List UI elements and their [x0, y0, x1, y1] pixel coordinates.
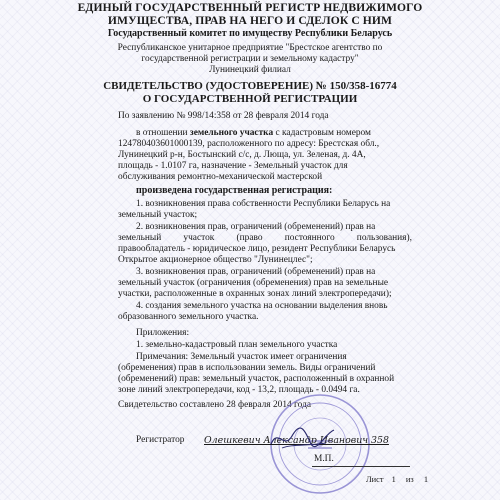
committee-name: Государственный комитет по имуществу Республики Беларусь [107, 28, 393, 39]
object-cadastral-label: с кадастровым номером [275, 128, 371, 138]
registration-item1-line2: земельный участок; [118, 210, 198, 220]
certificate-title-line2: О ГОСУДАРСТВЕННОЙ РЕГИСТРАЦИИ [142, 93, 358, 105]
registration-item2-line2 [118, 233, 412, 244]
sheet-counter [366, 474, 428, 485]
organization-line2: государственной регистрации и земельному кадастру" [141, 54, 359, 64]
registration-item4-line1: 4. создания земельного участка на основании выделения вновь [136, 301, 388, 311]
appendix-heading: Приложения: [136, 328, 190, 338]
object-line4: площадь - 1.0107 га, назначение - Земельный участок для [118, 161, 348, 171]
compiled-date: Свидетельство составлено 28 февраля 2014 года [118, 400, 311, 410]
note-line4: зоне линий электропередачи, код - 13,2, площадь - 0.0494 га. [118, 385, 360, 395]
registrar-name: Олешкевич Александр Иванович 358 [204, 435, 389, 446]
organization-line1: Республиканское унитарное предприятие "Брестское агентство по [117, 43, 383, 53]
object-line3: Лунинецкий р-н, Бостынский с/с, д. Люща, ул. Зеленая, д. 4А, [118, 150, 366, 160]
sheet-label: Лист [366, 475, 384, 484]
note-line2: (обременения) прав в использовании земель. Виды ограничений [118, 363, 376, 373]
word: (право [236, 233, 263, 243]
appendix-item1: 1. земельно-кадастровый план земельного участка [136, 340, 338, 350]
object-line1 [136, 128, 371, 139]
registrar-label: Регистратор [136, 435, 185, 445]
word: земельный [118, 233, 162, 243]
word: участок [183, 233, 215, 243]
note-line1: Примечания: Земельный участок имеет ограничения [136, 352, 347, 362]
registry-title-line2: ИМУЩЕСТВА, ПРАВ НА НЕГО И СДЕЛОК С НИМ [107, 14, 393, 27]
registrar-signature [268, 424, 338, 454]
word: пользования), [356, 233, 412, 243]
sheet-of-label: из [405, 475, 414, 484]
word: постоянного [284, 233, 335, 243]
object-prefix: в отношении [136, 128, 188, 138]
application-reference: По заявлению № 998/14:358 от 28 февраля 2014 года [118, 111, 329, 121]
note-line3: (обременений) прав: земельный участок, расположенный в охранной [118, 374, 395, 384]
signature-line [312, 466, 410, 467]
registration-heading: произведена государственная регистрация: [136, 185, 333, 196]
sheet-total: 1 [423, 475, 428, 484]
stamp-place-label: М.П. [314, 454, 334, 464]
object-type: земельного участка [189, 128, 274, 138]
registration-item1-line1: 1. возникновения права собственности Республики Беларусь на [136, 199, 391, 209]
registration-item3-line3: участки, расположенные в охранных зонах линий электропередачи); [118, 289, 392, 299]
registration-item2-line4: Открытое акционерное общество "Лунинецлес"; [118, 255, 313, 265]
registration-item3-line2: земельный участок (ограничения (обременения) прав на земельные [118, 278, 389, 288]
registration-item2-line1: 2. возникновения прав, ограничений (обременений) прав на [136, 222, 376, 232]
certificate-title-line1: СВИДЕТЕЛЬСТВО (УДОСТОВЕРЕНИЕ) № 150/358-16774 [103, 80, 397, 92]
sheet-number: 1 [391, 475, 396, 484]
registration-item3-line1: 3. возникновения прав, ограничений (обременений) прав на [136, 267, 376, 277]
registration-item4-line2: образованного земельного участка. [118, 312, 259, 322]
registry-title-line1: ЕДИНЫЙ ГОСУДАРСТВЕННЫЙ РЕГИСТР НЕДВИЖИМОГО [77, 1, 423, 14]
object-line5: обслуживания ремонтно-механической мастерской [118, 172, 323, 182]
registration-item2-line3: правообладатель - юридическое лицо, резидент Республики Беларусь [118, 244, 396, 254]
branch-name: Лунинецкий филиал [209, 65, 291, 75]
object-line2: 124780403601000139, расположенного по адресу: Брестская обл., [118, 139, 380, 149]
